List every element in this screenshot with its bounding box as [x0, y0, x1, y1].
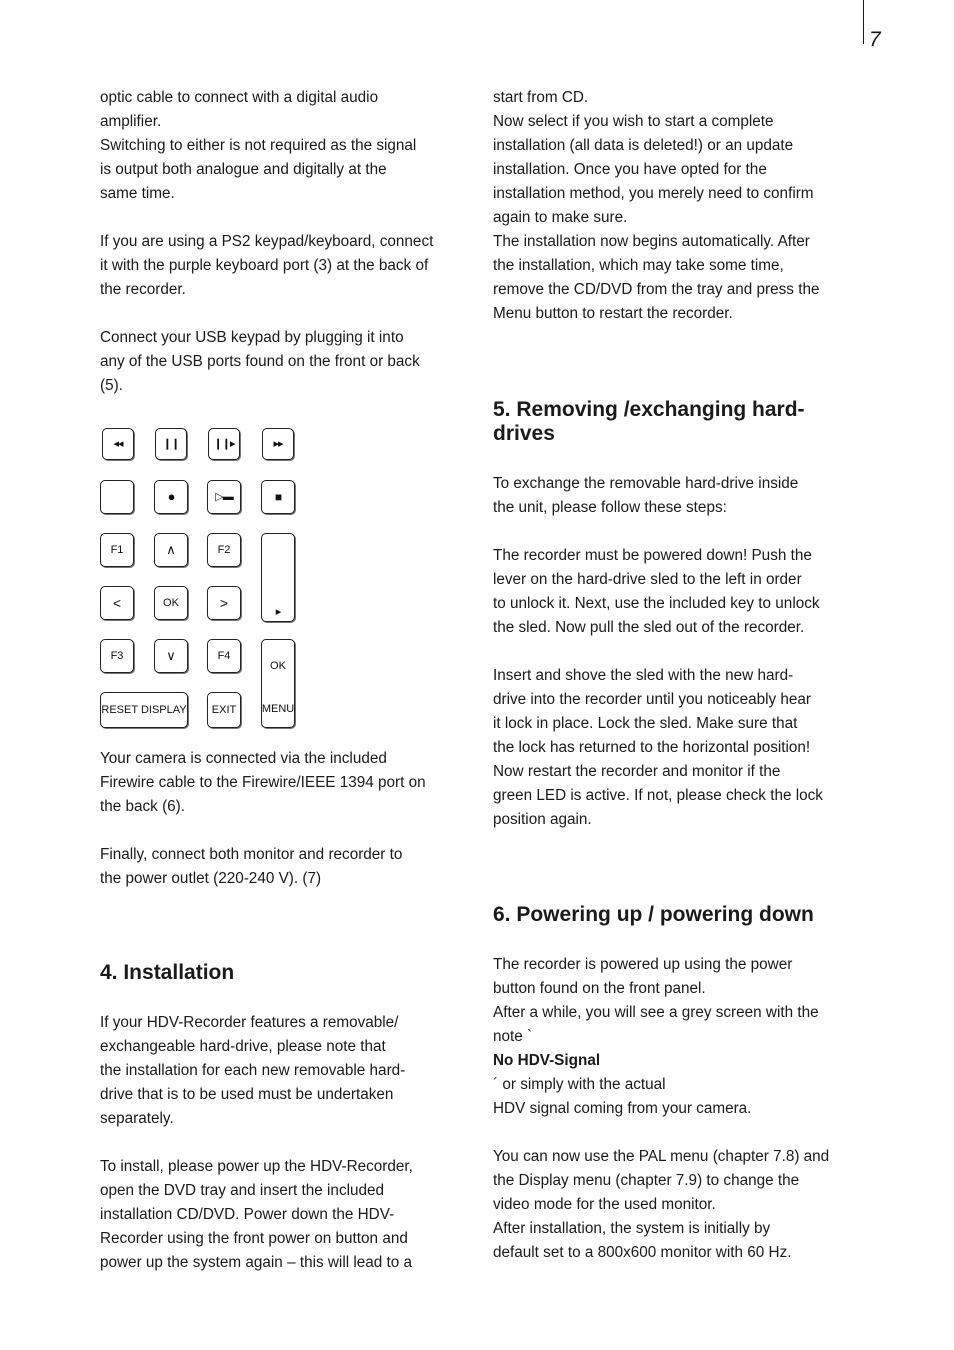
stop-icon: ■: [274, 490, 282, 504]
removing-paragraph-3: Insert and shove the sled with the new hard- drive into the recorder until you noticeably hear it lock in place. Lock the sled. Make sure that the lock has returned to the horizontal position! Now restart the recorder and monitor if the green LED is active. If not, please check the lock position again.: [493, 667, 823, 828]
tall-play-key: [261, 533, 295, 622]
pause-key: [155, 428, 187, 460]
step-icon: ❙❙▸: [213, 438, 235, 450]
left-column: [100, 86, 474, 1275]
right-key: [207, 586, 241, 620]
stop-key: [261, 480, 295, 514]
intro-paragraph: optic cable to connect with a digital audio amplifier. Switching to either is not required as the signal is output both analogue and digitally at the same time.: [100, 89, 417, 202]
reset-display-key: RESET DISPLAY: [100, 692, 188, 728]
removing-paragraph-1: To exchange the removable hard-drive inside the unit, please follow these steps:: [493, 475, 799, 516]
left-arrow-icon: <: [112, 595, 122, 611]
up-key: [154, 533, 188, 567]
header-rule: [863, 0, 864, 44]
fast-forward-key: [262, 428, 294, 460]
record-icon: ●: [167, 489, 175, 504]
no-hdv-signal-text: No HDV-Signal: [493, 1052, 601, 1069]
rewind-key: [102, 428, 134, 460]
down-key: [154, 639, 188, 673]
removing-heading: 5. Removing /exchanging hard- drives: [493, 398, 805, 445]
usb-paragraph: Connect your USB keypad by plugging it into any of the USB ports found on the front or back (5).: [100, 329, 420, 394]
installation-paragraph-2: To install, please power up the HDV-Recorder, open the DVD tray and insert the included installation CD/DVD. Power down the HDV- Recorder using the front power on button and power up the system again – this will lead to a: [100, 1158, 413, 1271]
powering-paragraph-2: You can now use the PAL menu (chapter 7.8) and the Display menu (chapter 7.9) to change the video mode for the used monitor. After installation, the system is initially by default set to a 800x600 monitor with 60 Hz.: [493, 1148, 830, 1261]
removing-paragraph-2: The recorder must be powered down! Push the lever on the hard-drive sled to the left in order to unlock it. Next, use the included key to unlock the sled. Now pull the sled out of the recorder.: [493, 547, 820, 636]
page-number: 7: [869, 28, 881, 51]
installation-paragraph-1: If your HDV-Recorder features a removable/ exchangeable hard-drive, please note that the installation for each new removable hard- drive that is to be used must be undertaken separately.: [100, 1014, 406, 1127]
camera-paragraph: Your camera is connected via the included Firewire cable to the Firewire/IEEE 1394 port on the back (6).: [100, 750, 426, 815]
rewind-icon: ◂◂: [113, 438, 123, 450]
step-key: [208, 428, 240, 460]
f2-key: F2: [207, 533, 241, 567]
right-column: [493, 86, 867, 1265]
ok-key: OK: [154, 586, 188, 620]
exit-key: EXIT: [207, 692, 241, 728]
left-key: [100, 586, 134, 620]
power-outlet-paragraph: Finally, connect both monitor and recorder to the power outlet (220-240 V). (7): [100, 846, 403, 887]
keypad-illustration: [100, 422, 474, 724]
powering-paragraph-1: The recorder is powered up using the power button found on the front panel. After a while, you will see a grey screen with the note ` No HDV-Signal ´ or simply with the actual HDV signal coming from your camera.: [493, 956, 819, 1117]
camera-play-key: [207, 480, 241, 514]
pause-icon: ❙❙: [162, 438, 180, 450]
camera-play-icon: ▷▬: [215, 491, 233, 503]
blank-key: [100, 480, 134, 514]
f3-key: F3: [100, 639, 134, 673]
installation-continued-paragraph: start from CD. Now select if you wish to start a complete installation (all data is deleted!) or an update installation. Once you have opted for the installation method, you merely need to confirm again to make sure. The installation now begins automatically. After the installation, which may take some time, remove the CD/DVD from the tray and press the Menu button to restart the recorder.: [493, 89, 820, 322]
ok-menu-ok-label: OK: [270, 660, 286, 672]
ps2-paragraph: If you are using a PS2 keypad/keyboard, connect it with the purple keyboard port (3) at the back of the recorder.: [100, 233, 434, 298]
f1-key: F1: [100, 533, 134, 567]
play-icon: ▸: [275, 606, 281, 618]
installation-heading: 4. Installation: [100, 961, 235, 984]
record-key: [154, 480, 188, 514]
powering-heading: 6. Powering up / powering down: [493, 903, 814, 926]
ok-menu-key: [261, 639, 295, 728]
down-arrow-icon: ∨: [166, 648, 176, 663]
fast-forward-icon: ▸▸: [273, 438, 283, 450]
right-arrow-icon: >: [219, 595, 229, 611]
menu-label: MENU: [261, 703, 295, 715]
up-arrow-icon: ∧: [166, 542, 176, 557]
f4-key: F4: [207, 639, 241, 673]
